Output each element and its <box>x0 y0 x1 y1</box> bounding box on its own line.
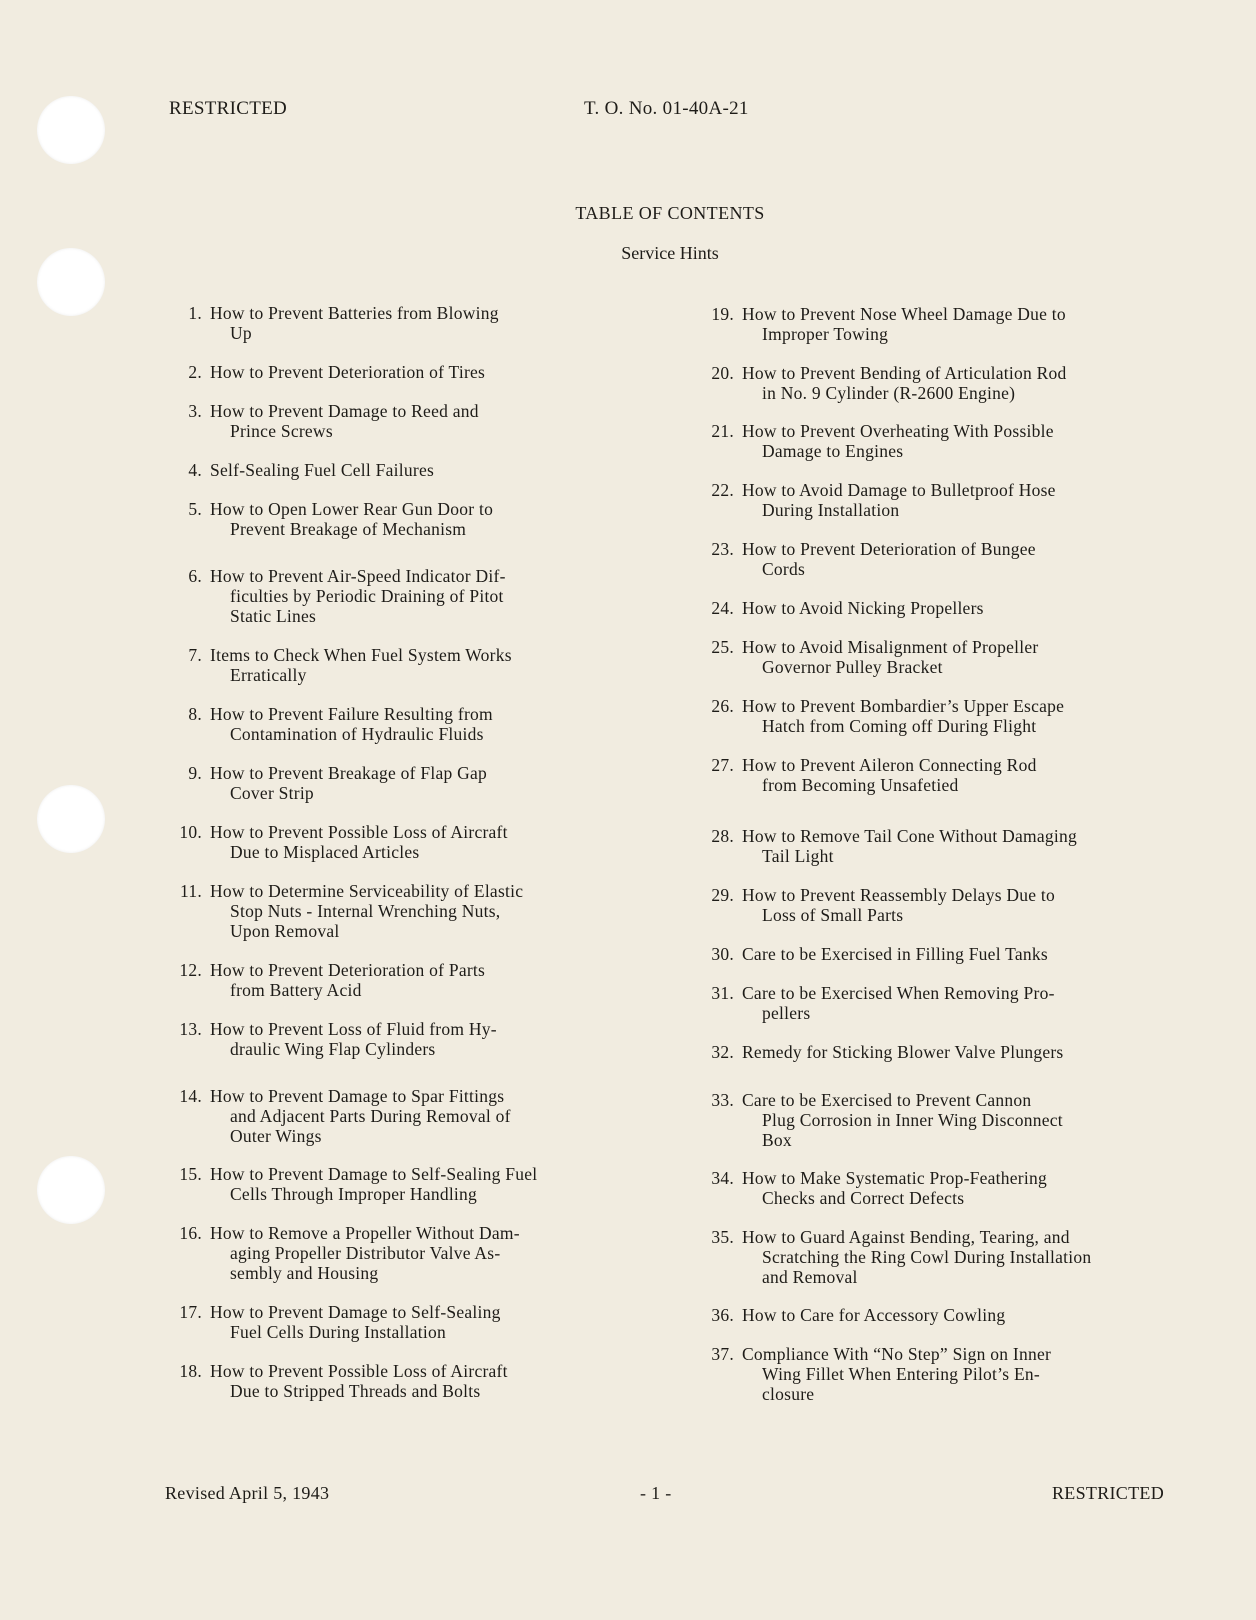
toc-entry-text: How to Prevent Nose Wheel Damage Due to <box>742 304 1066 324</box>
toc-entry-text: Cords <box>762 559 806 579</box>
toc-entry-number: 34. <box>711 1168 734 1188</box>
toc-entry-number: 35. <box>711 1227 734 1247</box>
punch-hole <box>37 1156 105 1224</box>
toc-entry-text: Due to Misplaced Articles <box>230 842 420 862</box>
toc-entry-number: 7. <box>188 645 202 665</box>
page-subtitle: Service Hints <box>621 243 719 263</box>
toc-entry-text: Up <box>230 323 252 343</box>
toc-entry-text: How to Prevent Breakage of Flap Gap <box>210 763 488 783</box>
toc-entry <box>711 480 1182 520</box>
toc-entry-text: How to Prevent Deterioration of Bungee <box>742 539 1036 559</box>
toc-entry <box>179 1086 630 1146</box>
toc-entry-number: 29. <box>711 885 734 905</box>
toc-entry <box>711 983 1182 1023</box>
toc-entry-text: How to Remove a Propeller Without Dam- <box>210 1223 520 1243</box>
toc-entry <box>188 645 630 685</box>
toc-entry <box>711 1305 1182 1325</box>
toc-entry-number: 9. <box>188 763 202 783</box>
toc-entry <box>711 1042 1182 1062</box>
toc-entry-text: Improper Towing <box>762 324 889 344</box>
toc-entry <box>188 401 630 441</box>
toc-entry-text: How to Make Systematic Prop-Feathering <box>742 1168 1048 1188</box>
toc-entry-text: Governor Pulley Bracket <box>762 657 943 677</box>
toc-entry-number: 22. <box>711 480 734 500</box>
toc-entry <box>179 822 630 862</box>
toc-entry-number: 6. <box>188 566 202 586</box>
toc-entry-text: Hatch from Coming off During Flight <box>762 716 1037 736</box>
toc-entry-text: aging Propeller Distributor Valve As- <box>230 1243 501 1263</box>
toc-entry-number: 19. <box>711 304 734 324</box>
toc-entry-text: from Becoming Unsafetied <box>762 775 959 795</box>
toc-entry-text: How to Open Lower Rear Gun Door to <box>210 499 494 519</box>
toc-entry-text: Outer Wings <box>230 1126 322 1146</box>
page-title: TABLE OF CONTENTS <box>575 203 765 223</box>
footer-revision-date: Revised April 5, 1943 <box>165 1483 330 1503</box>
toc-entry-number: 23. <box>711 539 734 559</box>
toc-entry-number: 16. <box>179 1223 202 1243</box>
toc-entry <box>711 1090 1182 1150</box>
toc-entry-text: How to Prevent Deterioration of Tires <box>210 362 486 382</box>
toc-entry-number: 17. <box>179 1302 202 1322</box>
punch-hole <box>37 96 105 164</box>
toc-entry-text: How to Prevent Bending of Articulation Rod <box>742 363 1067 383</box>
toc-entry-text: Prince Screws <box>230 421 333 441</box>
toc-entry <box>188 460 630 480</box>
toc-entry <box>179 1361 630 1401</box>
toc-entry-text: Remedy for Sticking Blower Valve Plungers <box>742 1042 1064 1062</box>
toc-entry-text: Upon Removal <box>230 921 340 941</box>
toc-entry-text: How to Determine Serviceability of Elastic <box>210 881 524 901</box>
toc-entry-text: Loss of Small Parts <box>762 905 904 925</box>
toc-entry <box>188 303 630 343</box>
header-classification: RESTRICTED <box>169 98 288 119</box>
toc-entry-text: How to Avoid Misalignment of Propeller <box>742 637 1039 657</box>
toc-entry-text: Care to be Exercised to Prevent Cannon <box>742 1090 1032 1110</box>
toc-entry-text: in No. 9 Cylinder (R-2600 Engine) <box>762 383 1016 403</box>
toc-entry-number: 33. <box>711 1090 734 1110</box>
toc-entry-text: draulic Wing Flap Cylinders <box>230 1039 436 1059</box>
toc-entry-text: How to Prevent Bombardier’s Upper Escape <box>742 696 1065 716</box>
toc-entry-number: 36. <box>711 1305 734 1325</box>
toc-entry-number: 30. <box>711 944 734 964</box>
toc-entry-text: How to Prevent Batteries from Blowing <box>210 303 499 323</box>
toc-entry-text: and Removal <box>762 1267 858 1287</box>
toc-entry-number: 8. <box>188 704 202 724</box>
toc-entry-text: Box <box>762 1130 792 1150</box>
toc-entry-text: How to Prevent Possible Loss of Aircraft <box>210 822 508 842</box>
header-document-number: T. O. No. 01-40A-21 <box>584 98 749 119</box>
toc-entry <box>711 539 1182 579</box>
toc-entry-text: How to Care for Accessory Cowling <box>742 1305 1006 1325</box>
toc-entry-text: How to Prevent Failure Resulting from <box>210 704 493 724</box>
toc-entry-text: sembly and Housing <box>230 1263 379 1283</box>
toc-entry-number: 32. <box>711 1042 734 1062</box>
footer-classification: RESTRICTED <box>1052 1483 1165 1503</box>
toc-entry <box>188 704 630 744</box>
toc-entry <box>711 696 1182 736</box>
toc-entry <box>711 598 1182 618</box>
toc-entry <box>188 763 630 803</box>
toc-entry <box>711 363 1182 403</box>
toc-entry <box>711 1344 1182 1404</box>
toc-entry-number: 10. <box>179 822 202 842</box>
toc-entry-number: 26. <box>711 696 734 716</box>
toc-entry-text: How to Prevent Loss of Fluid from Hy- <box>210 1019 497 1039</box>
toc-entry-number: 3. <box>188 401 202 421</box>
toc-entry <box>179 1164 630 1204</box>
toc-entry-text: Checks and Correct Defects <box>762 1188 965 1208</box>
toc-entry-text: How to Prevent Possible Loss of Aircraft <box>210 1361 508 1381</box>
punch-hole <box>37 785 105 853</box>
toc-entry-text: How to Prevent Deterioration of Parts <box>210 960 486 980</box>
toc-entry-number: 2. <box>188 362 202 382</box>
toc-entry-text: Self-Sealing Fuel Cell Failures <box>210 460 435 480</box>
toc-entry-text: Tail Light <box>762 846 834 866</box>
toc-entry-text: Cover Strip <box>230 783 314 803</box>
toc-entry <box>711 755 1182 795</box>
toc-entry-text: During Installation <box>762 500 900 520</box>
toc-entry-text: How to Remove Tail Cone Without Damaging <box>742 826 1078 846</box>
toc-entry-text: How to Avoid Damage to Bulletproof Hose <box>742 480 1056 500</box>
toc-entry-text: Scratching the Ring Cowl During Installation <box>762 1247 1092 1267</box>
toc-entry <box>711 826 1182 866</box>
toc-entry-text: Contamination of Hydraulic Fluids <box>230 724 484 744</box>
toc-entry <box>179 1302 630 1342</box>
toc-entry-text: How to Avoid Nicking Propellers <box>742 598 984 618</box>
toc-entry-text: from Battery Acid <box>230 980 362 1000</box>
toc-entry-number: 18. <box>179 1361 202 1381</box>
toc-entry-text: closure <box>762 1384 815 1404</box>
toc-entry-number: 5. <box>188 499 202 519</box>
toc-entry-number: 15. <box>179 1164 202 1184</box>
toc-entry-text: pellers <box>762 1003 811 1023</box>
toc-entry <box>711 885 1182 925</box>
toc-entry-text: Damage to Engines <box>762 441 904 461</box>
toc-entry-text: Wing Fillet When Entering Pilot’s En- <box>762 1364 1040 1384</box>
toc-entry <box>711 304 1182 344</box>
toc-entry <box>188 566 630 626</box>
toc-entry-number: 12. <box>179 960 202 980</box>
toc-entry-number: 24. <box>711 598 734 618</box>
toc-entry-text: Items to Check When Fuel System Works <box>210 645 512 665</box>
toc-entry-text: Erratically <box>230 665 307 685</box>
toc-entry <box>180 881 630 941</box>
toc-entry-text: ficulties by Periodic Draining of Pitot <box>230 586 504 606</box>
toc-entry-number: 31. <box>711 983 734 1003</box>
toc-entry-number: 13. <box>179 1019 202 1039</box>
toc-entry-text: How to Prevent Air-Speed Indicator Dif- <box>210 566 506 586</box>
toc-entry <box>711 944 1182 964</box>
toc-entry <box>711 1168 1182 1208</box>
toc-entry-text: Cells Through Improper Handling <box>230 1184 478 1204</box>
toc-entry-text: How to Guard Against Bending, Tearing, and <box>742 1227 1070 1247</box>
toc-entry <box>711 1227 1182 1287</box>
toc-entry-text: How to Prevent Damage to Self-Sealing <box>210 1302 501 1322</box>
toc-entry <box>179 1223 630 1283</box>
toc-entry-text: Compliance With “No Step” Sign on Inner <box>742 1344 1052 1364</box>
toc-entry <box>179 1019 630 1059</box>
toc-entry-text: How to Prevent Aileron Connecting Rod <box>742 755 1037 775</box>
toc-entry-number: 4. <box>188 460 202 480</box>
toc-entry-number: 11. <box>180 881 202 901</box>
toc-entry-number: 28. <box>711 826 734 846</box>
toc-entry-number: 37. <box>711 1344 734 1364</box>
toc-entry-text: Fuel Cells During Installation <box>230 1322 447 1342</box>
toc-entry-text: Care to be Exercised in Filling Fuel Tanks <box>742 944 1048 964</box>
toc-entry-text: Due to Stripped Threads and Bolts <box>230 1381 481 1401</box>
page-number: - 1 - <box>640 1483 672 1503</box>
toc-entry-text: How to Prevent Reassembly Delays Due to <box>742 885 1056 905</box>
toc-entry-text: Care to be Exercised When Removing Pro- <box>742 983 1055 1003</box>
toc-entry <box>188 499 630 539</box>
toc-entry-text: and Adjacent Parts During Removal of <box>230 1106 511 1126</box>
toc-entry-text: Static Lines <box>230 606 317 626</box>
toc-entry-text: How to Prevent Damage to Self-Sealing Fuel <box>210 1164 538 1184</box>
toc-entry-text: How to Prevent Overheating With Possible <box>742 421 1054 441</box>
toc-entry-text: How to Prevent Damage to Reed and <box>210 401 479 421</box>
toc-entry-number: 21. <box>711 421 734 441</box>
toc-entry-number: 1. <box>188 303 202 323</box>
toc-entry-text: Stop Nuts - Internal Wrenching Nuts, <box>230 901 501 921</box>
toc-entry <box>711 421 1182 461</box>
toc-entry-text: Prevent Breakage of Mechanism <box>230 519 467 539</box>
toc-entry-text: Plug Corrosion in Inner Wing Disconnect <box>762 1110 1063 1130</box>
toc-entry <box>179 960 630 1000</box>
toc-entry <box>188 362 630 382</box>
toc-entry-text: How to Prevent Damage to Spar Fittings <box>210 1086 505 1106</box>
toc-entry-number: 25. <box>711 637 734 657</box>
toc-entry-number: 14. <box>179 1086 202 1106</box>
toc-entry <box>711 637 1182 677</box>
toc-entry-number: 20. <box>711 363 734 383</box>
toc-entry-number: 27. <box>711 755 734 775</box>
